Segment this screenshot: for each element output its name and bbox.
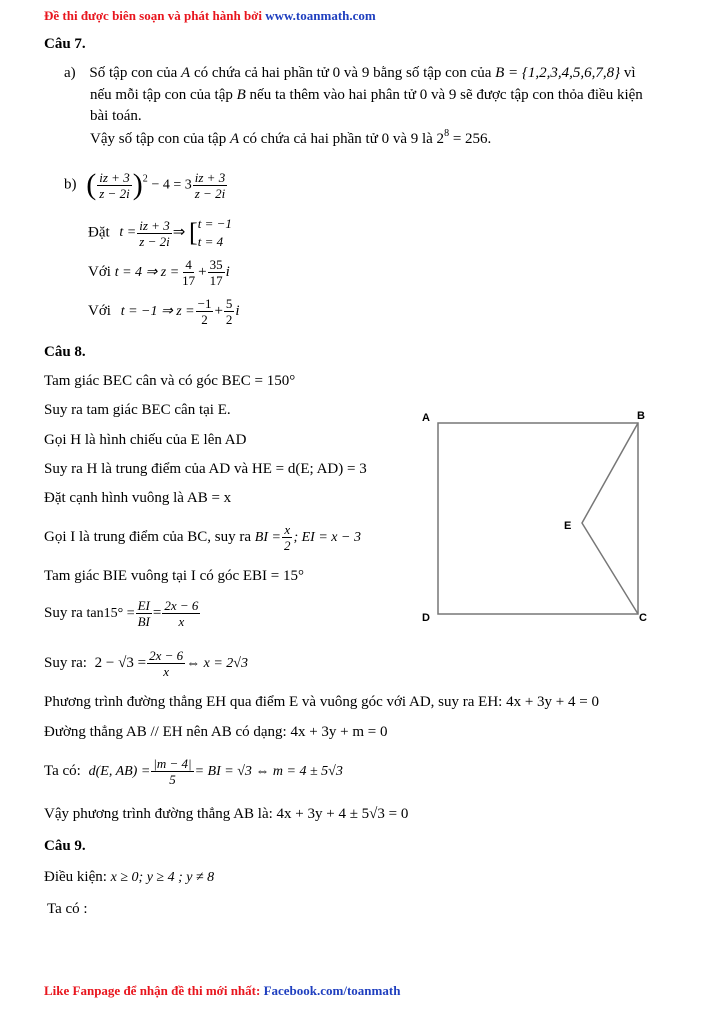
q7-a-line1: a) Số tập con của A có chứa cả hai phần tử 0 và 9 bằng số tập con của B = {1,2,3,4,5,6,7,8} vì [64,65,636,81]
label-a: A [422,412,430,424]
q7-b-case-tm1: Với t = −1 ⇒ z = $\frac{-1}{2}$ + $\frac{5}{2}$ i [88,296,240,327]
q7-a-label: a) [64,65,76,81]
q8-line7: Tam giác BIE vuông tại I có góc EBI = 15° [44,568,305,584]
q8-line10: Phương trình đường thẳng EH qua điểm E và vuông góc với AD, suy ra EH: 4x + 3y + 4 = 0 [44,694,599,710]
q7-b-substitution: Đặt t = $\frac{iz + 3}{z - 2i}$ ⇒ [ t = −1 t = 4 [88,216,232,249]
q7-a-line4: Vậy số tập con của tập A có chứa cả hai phần tử 0 và 9 là $2^8 = 256$. [90,128,492,147]
page-header [44,8,376,24]
q8-line2: Suy ra tam giác BEC cân tại E. [44,402,231,418]
triangle-bec [582,423,638,614]
q7-a-line2: nếu mỗi tập con của tập B nếu ta thêm vào hai phân tử 0 và 9 sẽ được tập con thỏa điều kiện [90,87,643,103]
q7-a-line3: bài toán. [90,108,142,124]
q8-line5: Đặt cạnh hình vuông là AB = x [44,490,232,506]
q8-line9: Suy ra: 2 − √3 = $\frac{2x - 6}{x}$ ⇔ x = 2√3 [44,648,248,679]
question-7-title: Câu 7. [44,36,86,52]
q9-condition: Điều kiện: x ≥ 0; y ≥ 4 ; y ≠ 8 [44,869,215,885]
q7-b-case-t4: Với t = 4 ⇒ z = $\frac{4}{17}$ + $\frac{35}{17}$ i [88,257,230,288]
square-abcd [438,423,638,614]
page-footer [44,983,400,999]
q7-b-equation: b) ( $\frac{iz + 3}{z - 2i}$ )$^2$ − 4 = 3 $\frac{iz + 3}{z - 2i}$ [64,168,226,201]
q8-line13: Vậy phương trình đường thẳng AB là: 4x + 3y + 4 ± 5√3 = 0 [44,806,409,822]
header-prefix: Đề thi được biên soạn và phát hành bởi [44,8,262,23]
q8-line12: Ta có: d(E, AB) = $\frac{|m - 4|}{5}$ = BI = √3 ⇔ m = 4 ± 5√3 [44,756,343,787]
q8-line6: Gọi I là trung điểm của BC, suy ra BI = $\frac{x}{2}$ ; EI = x − 3 [44,522,361,553]
q8-line3: Gọi H là hình chiếu của E lên AD [44,432,247,448]
footer-facebook-link[interactable]: Facebook.com/toanmath [263,983,401,998]
label-e: E [564,520,572,532]
label-b: B [637,410,645,422]
header-site-link[interactable]: www.toanmath.com [265,8,376,23]
label-d: D [422,612,430,624]
question-8-title: Câu 8. [44,344,86,360]
q8-line8: Suy ra tan15° = $\frac{EI}{BI}$ = $\frac{2x - 6}{x}$ [44,598,199,629]
set-b: B = {1,2,3,4,5,6,7,8} [495,65,621,81]
q8-line11: Đường thẳng AB // EH nên AB có dạng: 4x + 3y + m = 0 [44,724,388,740]
q9-taco: Ta có : [47,901,88,917]
q8-line4: Suy ra H là trung điểm của AD và HE = d(E; AD) = 3 [44,461,367,477]
q8-line1: Tam giác BEC cân và có góc BEC = 150° [44,373,296,389]
footer-prefix: Like Fanpage để nhận đề thi mới nhất: [44,983,261,998]
label-c: C [639,612,647,624]
q7-b-label: b) [64,176,77,193]
question-9-title: Câu 9. [44,838,86,854]
square-figure [420,405,660,625]
